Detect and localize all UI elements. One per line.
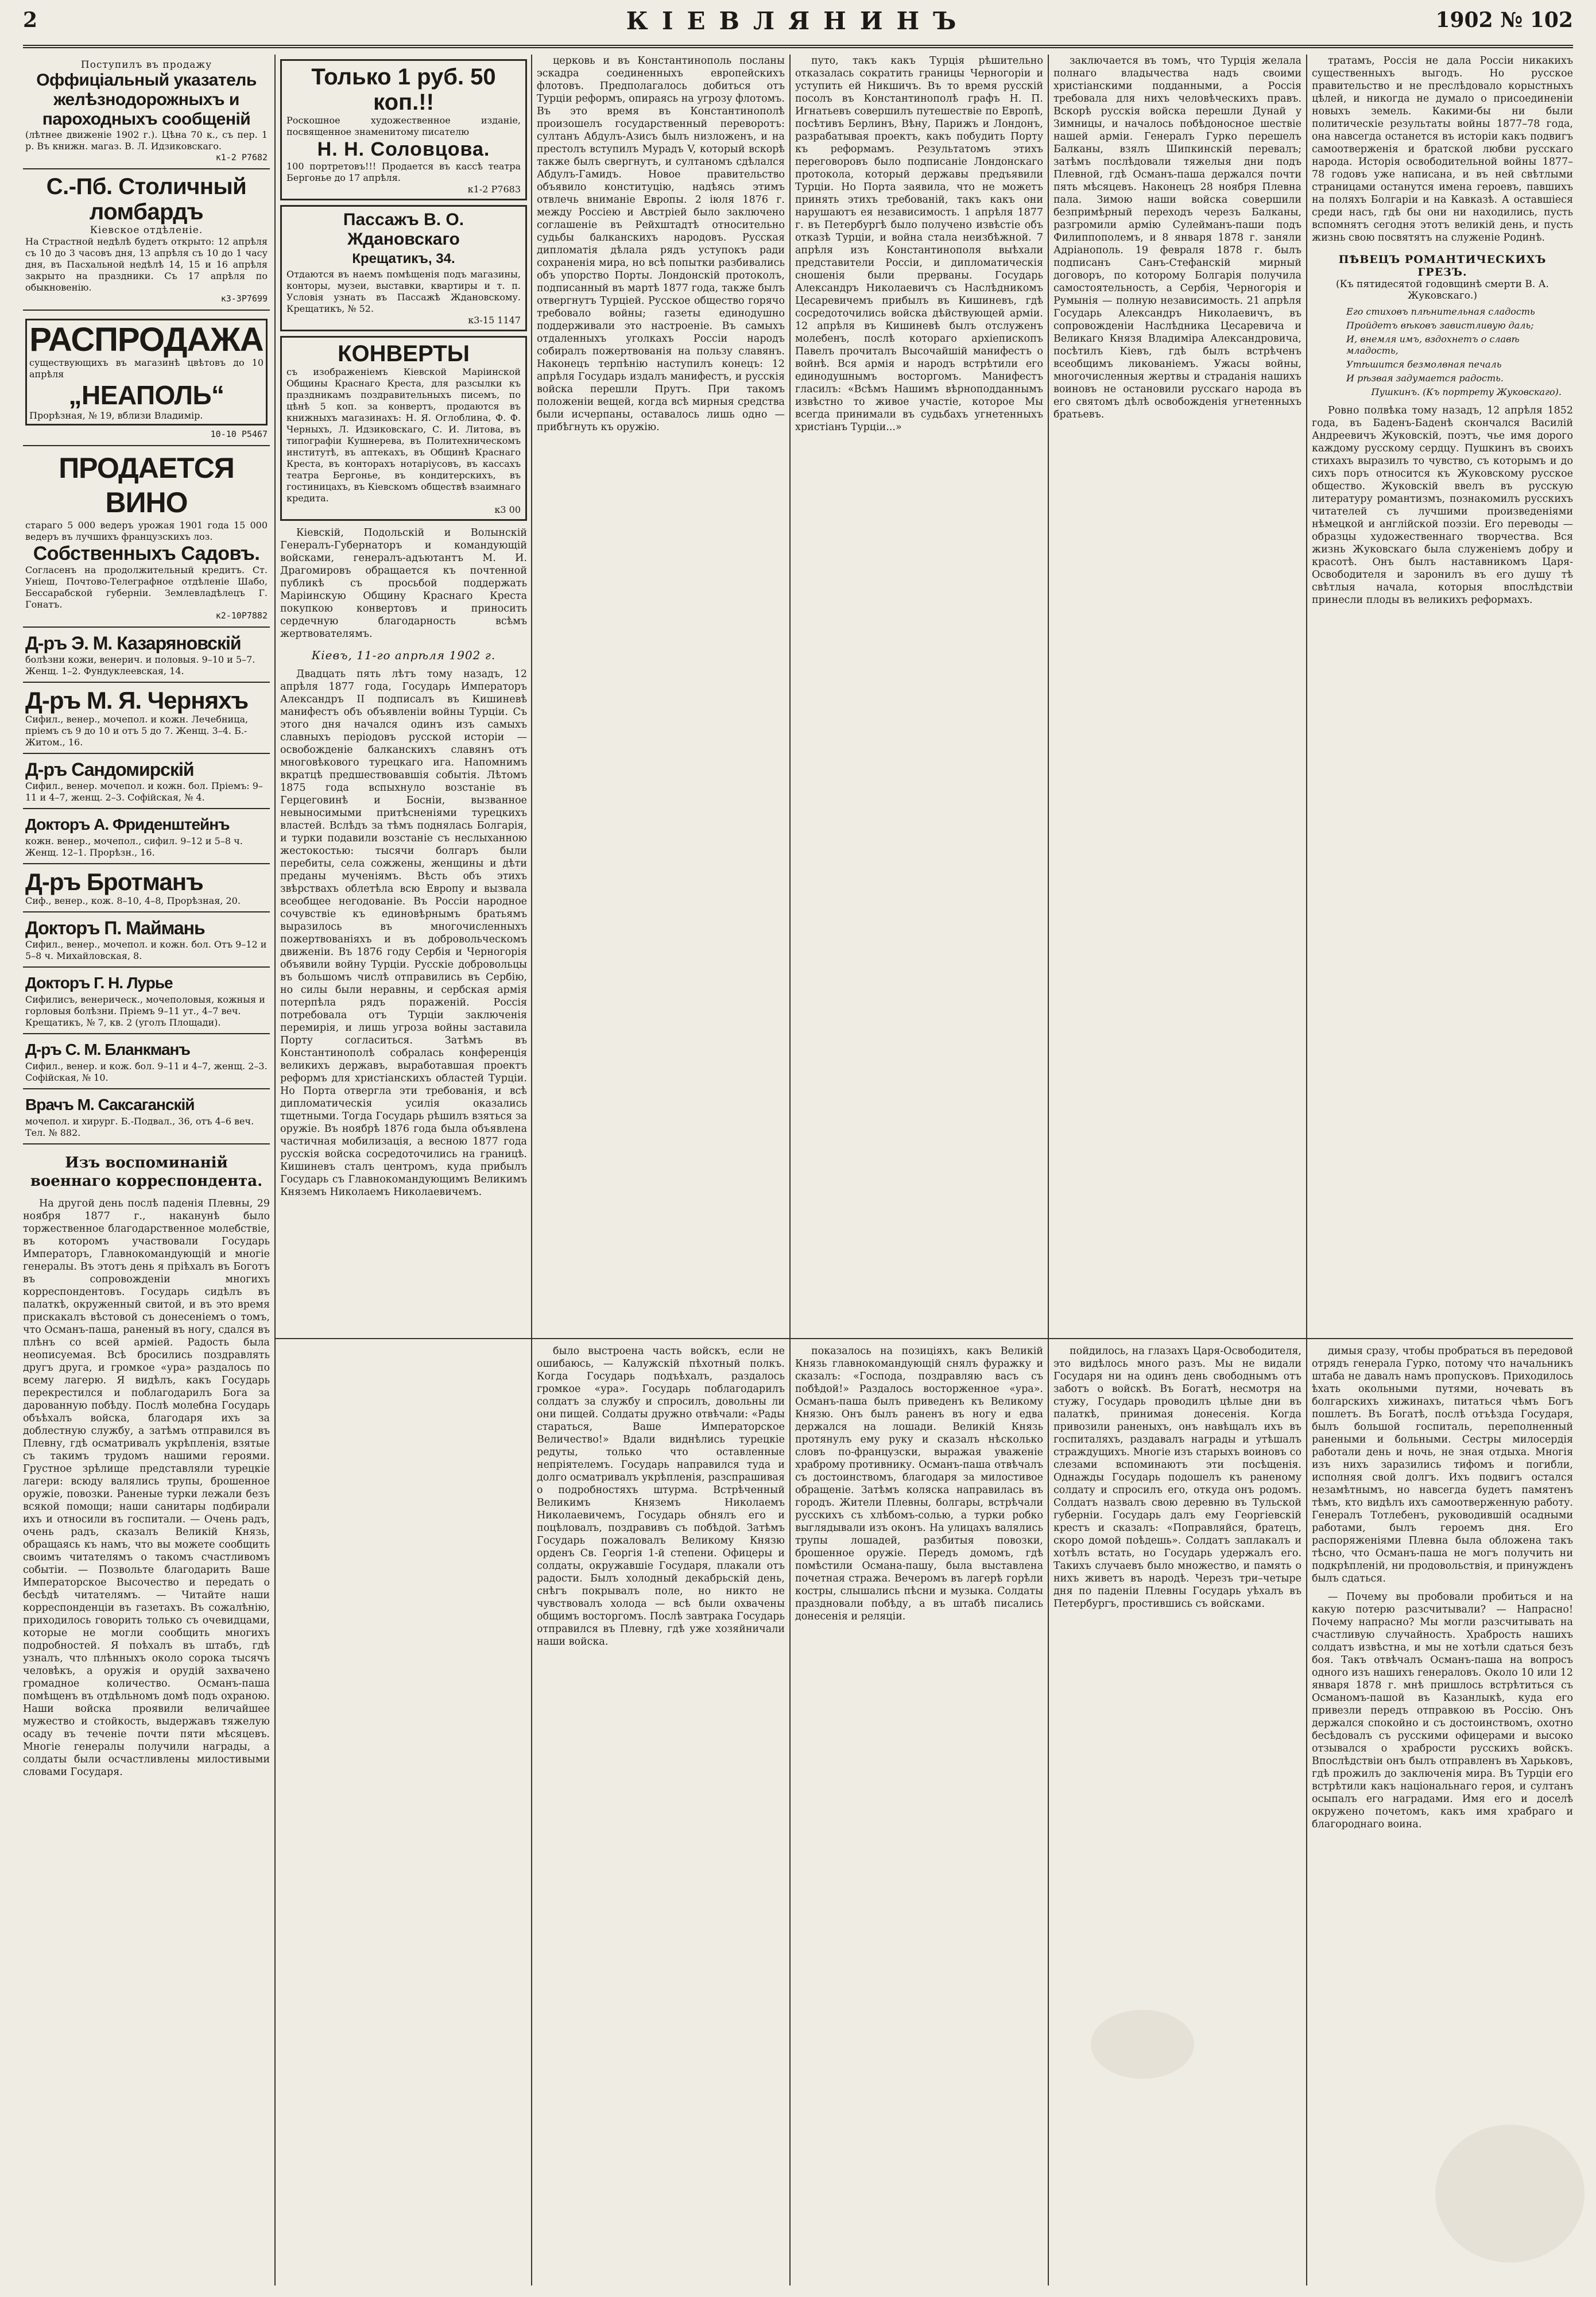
- poem-line: Его стиховъ плѣнительная сладость: [1346, 306, 1535, 317]
- doctor-ad: Врачъ М. Саксаганскій мочепол. и хирург. Б.-Подвал., 36, отъ 4–6 веч. Тел. № 882.: [23, 1089, 270, 1144]
- ad-wine: ПРОДАЕТСЯ ВИНО стараго 5 000 ведеръ урожая 1901 года 15 000 ведеръ въ лучшихъ французскихъ лоз. Собственныхъ Садовъ. Согласенъ на продолжительный кредитъ. Ст. Уніеш, Почтово-Телеграфное отдѣленіе Шабо, Бессарабской губерніи. Землевладѣлецъ Г. Гонатъ. к2-10Р7882: [23, 446, 270, 628]
- ad-solovtsov-portraits: Только 1 руб. 50 коп.!! Роскошное художественное изданіе, посвященное знаменитому писателю Н. Н. Соловцова. 100 портретовъ!!! Продается въ кассѣ театра Бергонье до 17 апрѣля. к1-2 Р7683: [280, 59, 527, 200]
- poem-line: И, внемля имъ, вздохнетъ о славѣ младость,: [1346, 334, 1520, 356]
- article-text: Двадцать пять лѣтъ тому назадъ, 12 апрѣля 1877 года, Государь Императоръ Александръ II подписалъ въ Кишиневѣ манифестъ объ объявленіи войны Турціи. Съ этого дня начался одинъ изъ самыхъ славныхъ періодовъ русской исторіи — освобожденіе балканскихъ славянъ отъ многовѣкового турецкаго ига. Напомнимъ вкратцѣ предшествовавшія событія. Лѣтомъ 1875 года вспыхнуло возстаніе въ Герцеговинѣ и Босніи, вызванное невыносимыми притѣсненіями турецкихъ властей. Вслѣдъ за тѣмъ поднялась Болгарія, и турки подавили возстаніе съ неслыханною жестокостью: тысячи болгаръ были перебиты, села сожжены, женщины и дѣти преданы мученіямъ. Вѣсть объ этихъ звѣрствахъ облетѣла всю Европу и вызвала всеобщее негодованіе. Въ Россіи народное сочувствіе къ единовѣрнымъ братьямъ выразилось въ многочисленныхъ пожертвованіяхъ и въ добровольческомъ движеніи. Въ 1876 году Сербія и Черногорія объявили войну Турціи. Русскіе добровольцы въ большомъ числѣ отправились въ Сербію, но силы были неравны, и сербская армія потерпѣла рядъ пораженій. Россія потребовала отъ Турціи заключенія перемирія, и лишь угроза войны заставила Порту согласиться. Затѣмъ въ Константинополѣ собралась конференція великихъ державъ, выработавшая проектъ реформъ для христіанскихъ областей Турціи. Но Порта отвергла эти требованія, и всѣ дипломатическія усилія оказались тщетными. Тогда Государь рѣшилъ взяться за оружіе. Въ ноябрѣ 1876 года была объявлена частичная мобилизація, а весною 1877 года русскія войска сосредоточились на границѣ. Кишиневъ сталъ центромъ, куда прибылъ Государь съ Главнокомандующимъ Великимъ Княземъ Николаемъ Николаевичемъ.: [280, 668, 527, 1198]
- memoir-column: [537, 1345, 785, 2287]
- memoir-column: [1312, 1345, 1573, 2287]
- column-rule: [1306, 55, 1307, 2286]
- poem-title: ПѢВЕЦЪ РОМАНТИЧЕСКИХЪ ГРЕЗЪ.: [1338, 253, 1547, 279]
- doctor-ad: Д-ръ С. М. Бланкманъ Сифил., венер. и кож. бол. 9–11 и 4–7, женщ. 2–3. Софійская, № 10.: [23, 1034, 270, 1089]
- doctor-ad: Докторъ А. Фриденштейнъ кожн. венер., мочепол., сифил. 9–12 и 5–8 ч. Женщ. 12–1. Прорѣзн., 16.: [23, 809, 270, 864]
- memoir-text: было выстроена часть войскъ, если не ошибаюсь, — Калужскій пѣхотный полкъ. Когда Государь подъѣхалъ, раздалось громкое «ура». Государь поблагодарилъ солдатъ за службу и спросилъ, довольны ли они пищей. Солдаты дружно отвѣчали: «Рады стараться, Ваше Императорское Величество!» Вдали виднѣлись турецкіе редуты, только что оставленные непріятелемъ. Государь направился туда и долго осматривалъ укрѣпленія, разспрашивая о подробностяхъ штурма. Встрѣченный Великимъ Княземъ Николаемъ Николаевичемъ, Государь обнялъ его и поцѣловалъ, поздравивъ съ побѣдой. Затѣмъ Государь пожаловалъ Великому Князю орденъ Св. Георгія 1-й степени. Офицеры и солдаты, окружавшіе Государя, плакали отъ радости. Былъ холодный декабрьскій день, снѣгъ покрывалъ поле, но никто не чувствовалъ холода — всѣ были охвачены общимъ восторгомъ. Послѣ завтрака Государь отправился въ Плевну, гдѣ уже хозяйничали наши войска.: [537, 1345, 785, 1648]
- memoir-column: [1053, 1345, 1301, 2287]
- page-header: [23, 6, 1573, 36]
- poem-line: Утѣшится безмолвная печаль: [1346, 359, 1502, 370]
- memoir-text: На другой день послѣ паденія Плевны, 29 ноября 1877 г., наканунѣ было торжественное благодарственное молебствіе, въ которомъ участвовали Государь Императоръ, Главнокомандующій и многіе генералы. Въ этотъ день я пріѣхалъ въ Боготъ въ сопровожденіи многихъ корреспондентовъ. Государь сидѣлъ въ палаткѣ, окруженный свитой, и въ это время прискакалъ вѣстовой съ донесеніемъ о томъ, что Османъ-паша, раненый въ ногу, сдался въ плѣнъ со всей арміей. Радость была неописуемая. Всѣ бросились поздравлять другъ друга, и громкое «ура» раздалось по всему лагерю. Я видѣлъ, какъ Государь перекрестился и поблагодарилъ Бога за дарованную побѣду. Послѣ молебна Государь объѣхалъ войска, благодаря ихъ за доблестную службу, а затѣмъ отправился въ Плевну, гдѣ осматривалъ укрѣпленія, взятые съ такимъ трудомъ нашими героями. Грустное зрѣлище представляли турецкіе лагери: всюду валялись трупы, брошенное оружіе, повозки. Раненые турки лежали безъ всякой помощи; наши санитары подбирали ихъ и относили въ госпитали. — Очень радъ, очень радъ, сказалъ Великій Князь, обращаясь къ намъ, что вы можете сообщить своимъ читателямъ о такомъ счастливомъ событіи. — Позвольте благодарить Ваше Императорское Высочество и передать о бесѣдѣ читателямъ. — Читайте наши корреспонденціи въ газетахъ. Въ сожалѣнію, приходилось говорить только съ очевидцами, которые не могли сообщить многихъ подробностей. Я поѣхалъ въ штабъ, гдѣ узналъ, что плѣнныхъ около сорока тысячъ человѣкъ, а оружія и орудій захвачено громадное количество. Османъ-паша помѣщенъ въ отдѣльномъ домѣ подъ охраною. Наши войска проявили величайшее мужество и стойкость, выдержавъ тяжелую осаду въ теченіе почти пяти мѣсяцевъ. Многіе генералы получили награды, а солдаты были осчастливлены милостивыми словами Государя.: [23, 1198, 270, 1778]
- column-3: [537, 55, 785, 1332]
- column-rule: [1048, 55, 1049, 2286]
- poem-line: Пройдетъ вѣковъ завистливую даль;: [1346, 320, 1534, 331]
- ad-pawnshop: С.-Пб. Столичный ломбардъ Кіевское отдѣленіе. На Страстной недѣлѣ будетъ открыто: 12 апрѣля съ 10 до 3 часовъ дня, 13 апрѣля съ 10 до 1 часу дня, въ Пасхальной недѣлѣ 14, 15 и 16 апрѣля закрыто на праздники. Съ 17 апрѣля по обыкновенію. к3-3Р7699: [23, 169, 270, 311]
- memoir-column: [795, 1345, 1043, 2287]
- memoir-text: пойдилось, на глазахъ Царя-Освободителя, это видѣлось много разъ. Мы не видали Государя ни на одинъ день свободнымъ отъ заботъ о войскѣ. Въ Богатѣ, несмотря на стужу, Государь проводилъ цѣлые дни въ палаткѣ, принимая донесенія. Когда привозили раненыхъ, онъ навѣщалъ ихъ въ госпиталяхъ, раздавалъ награды и утѣшалъ страждущихъ. Многіе изъ старыхъ воиновъ со слезами вспоминаютъ эти посѣщенія. Однажды Государь подошелъ къ раненому солдату и спросилъ его, откуда онъ родомъ. Солдатъ назвалъ свою деревню въ Тульской губерніи. Государь далъ ему Георгіевскій крестъ и сказалъ: «Поправляйся, братецъ, скоро домой поѣдешь». Солдатъ заплакалъ и хотѣлъ встать, но Государь удержалъ его. Такихъ случаевъ было множество, и память о нихъ живетъ въ народѣ. Черезъ три–четыре дня по паденіи Плевны Государь уѣхалъ въ Петербургъ, простившись съ войсками.: [1053, 1345, 1301, 1610]
- article-text: церковь и въ Константинополь посланы эскадра соединенныхъ европейскихъ флотовъ. Предполагалось добиться отъ Турціи реформъ, опираясь на угрозу флотомъ. Въ это время въ Константинополѣ произошелъ государственный переворотъ: султанъ Абдулъ-Азисъ былъ низложенъ, и на престолъ вступилъ Мурадъ V, который вскорѣ также былъ свергнутъ, и султаномъ сдѣлался Абдулъ-Гамидъ. Новое правительство объявило конституцію, надѣясь этимъ отвлечь вниманіе Европы. 2 іюля 1876 г. между Россіею и Австріей было заключено соглашеніе въ Рейхштадтѣ относительно судьбы балканскихъ народовъ. Русская дипломатія дѣлала рядъ уступокъ ради сохраненія мира, но всѣ попытки разбивались объ упорство Порты. Лондонскій протоколъ, подписанный въ мартѣ 1877 года, также былъ отвергнутъ Турціей. Русское общество горячо требовало войны; газеты единодушно поддерживали это настроеніе. Въ самыхъ отдаленныхъ уголкахъ Россіи народъ собиралъ пожертвованія на пользу славянъ. Наконецъ терпѣнію наступилъ конецъ: 12 апрѣля Государь издалъ манифестъ, и русскія войска перешли Прутъ. При такомъ положеніи вещей, когда всѣ мирныя средства были исчерпаны, оставалось лишь одно — прибѣгнуть къ оружію.: [537, 55, 785, 433]
- memoir-text: показалось на позиціяхъ, какъ Великій Князь главнокомандующій снялъ фуражку и сказалъ: «Господа, поздравляю васъ съ побѣдой!» Раздалось восторженное «ура». Османъ-паша былъ приведенъ къ Великому Князю. Онъ былъ раненъ въ ногу и едва держался на лошади. Великій Князь протянулъ ему руку и сказалъ нѣсколько словъ по-французски, выражая уваженіе храброму противнику. Османъ-паша отвѣчалъ съ достоинствомъ, благодаря за милостивое обращеніе. Затѣмъ коляска направилась въ городъ. Жители Плевны, болгары, встрѣчали русскихъ съ хлѣбомъ-солью, а турки робко выглядывали изъ оконъ. На улицахъ валялись трупы лошадей, разбитыя повозки, брошенное оружіе. Передъ домомъ, гдѣ помѣстили Османа-пашу, была выставлена почетная стража. Вечеромъ въ лагерѣ горѣли костры, слышались пѣсни и музыка. Солдаты праздновали побѣду, а въ штабѣ писались донесенія и реляціи.: [795, 1345, 1043, 1622]
- doctor-ad: Д-ръ М. Я. Черняхъ Сифил., венер., мочепол. и кожн. Лечебница, пріемъ съ 9 до 10 и отъ 5 до 7. Женщ. 3–4. Б.-Житом., 16.: [23, 683, 270, 754]
- page-number: 2: [23, 8, 38, 32]
- column-4: [795, 55, 1043, 1332]
- column-rule: [789, 55, 791, 2286]
- poem-signature: Пушкинъ. (Къ портрету Жуковскаго).: [1371, 386, 1562, 397]
- ad-passage: Пассажъ В. О. Ждановскаго Крещатикъ, 34. Отдаются въ наемъ помѣщенія подъ магазины, конторы, музеи, выставки, квартиры и т. п. Условія узнать въ Пассажѣ Ждановскому. Крещатикъ, № 52. к3-15 1147: [280, 205, 527, 331]
- memoir-text: димыя сразу, чтобы пробраться въ передовой отрядъ генерала Гурко, потому что начальникъ штаба не давалъ намъ пропусковъ. Приходилось ѣхать окольными путями, ночевать въ болгарскихъ хижинахъ, питаться чѣмъ Богъ пошлетъ. Въ Богатѣ, послѣ отъѣзда Государя, былъ большой госпиталь, переполненный ранеными и больными. Сестры милосердія работали день и ночь, не зная отдыха. Многія изъ нихъ заразились тифомъ и погибли, исполняя свой долгъ. Ихъ подвигъ остался незамѣтнымъ, но навсегда будетъ памятенъ тѣмъ, кто видѣлъ ихъ самоотверженную работу. Генералъ Тотлебенъ, руководившій осадными работами, былъ героемъ дня. Его распоряженіями Плевна была обложена такъ тѣсно, что Османъ-паша не могъ получить ни подкрѣпленій, ни продовольствія, и принужденъ былъ сдаться.: [1312, 1345, 1573, 1584]
- doctor-ad: Д-ръ Бротманъ Сиф., венер., кож. 8–10, 4–8, Прорѣзная, 20.: [23, 864, 270, 912]
- column-1: [23, 55, 270, 2286]
- column-5: [1053, 55, 1301, 1332]
- column-6: [1312, 55, 1573, 1332]
- column-rule: [274, 55, 276, 2286]
- memoir-title: Изъ воспоминаній военнаго корреспондента.: [30, 1154, 263, 1190]
- column-2: [280, 55, 527, 2286]
- article-text: тратамъ, Россія не дала Россіи никакихъ существенныхъ выгодъ. Но русское правительство и не преслѣдовало корыстныхъ цѣлей, и никогда не думало о присоединеніи новыхъ земель. Какими-бы ни были политическіе результаты войны 1877–78 года, она навсегда останется въ исторіи какъ подвигъ самоотверженія и братской любви русскаго народа. Исторія освободительной войны 1877–78 годовъ уже написана, и въ ней свѣтлыми страницами останутся имена героевъ, павшихъ на поляхъ Болгаріи и на Кавказѣ. А оставшіеся среди насъ, гдѣ бы они ни находились, пусть вспомнятъ сегодня этотъ великій день, и пусть жизнь свою посвятятъ на служеніе Родинѣ.: [1312, 55, 1573, 243]
- ad-envelopes: КОНВЕРТЫ съ изображеніемъ Кіевской Маріинской Общины Краснаго Креста, для разсылки къ праздникамъ поздравительныхъ писемъ, по цѣнѣ 5 коп. за конвертъ, продаются въ книжныхъ магазинахъ: Н. Я. Оглоблина, Ф. Ф. Черныхъ, Л. Идзиковскаго, С. И. Литова, въ типографіи Кушнерева, въ Политехническомъ институтѣ, въ аптекахъ, въ Общинѣ Краснаго Креста, въ конторахъ нотаріусовъ, въ кассахъ театра Бергонье, въ кондитерскихъ, въ гостиницахъ, въ Кіевскомъ обществѣ взаимнаго кредита. к3 00: [280, 336, 527, 521]
- doctor-ad: Д-ръ Э. М. Казаряновскій болѣзни кожи, венерич. и половыя. 9–10 и 5–7. Женщ. 1–2. Фундуклеевская, 14.: [23, 628, 270, 683]
- poem-subtitle: (Къ пятидесятой годовщинѣ смерти В. А. Жуковскаго.): [1336, 279, 1549, 301]
- article-text: Ровно полвѣка тому назадъ, 12 апрѣля 1852 года, въ Баденъ-Баденѣ скончался Василій Андреевичъ Жуковскій, поэтъ, чье имя дорого каждому русскому сердцу. Пушкинъ въ своихъ стихахъ выразилъ то чувство, съ которымъ и до сихъ поръ относится къ Жуковскому русское общество. Жуковскій ввелъ въ русскую литературу романтизмъ, познакомилъ русскихъ читателей съ лучшими произведеніями нѣмецкой и англійской поэзіи. Его переводы — образцы художественнаго творчества. Вся жизнь Жуковскаго была служеніемъ добру и красотѣ. Онъ былъ наставникомъ Царя-Освободителя и заронилъ въ его душу тѣ свѣтлыя начала, которыя впослѣдствіи принесли плоды въ великихъ реформахъ.: [1312, 405, 1573, 606]
- header-rule: [23, 45, 1573, 48]
- doctor-ad: Докторъ П. Маймань Сифил., венер., мочепол. и кожн. бол. Отъ 9–12 и 5–8 ч. Михайловская, 8.: [23, 912, 270, 968]
- ad-railway-guide: Поступилъ въ продажу Оффиціальный указатель желѣзнодорожныхъ и пароходныхъ сообщеній (лѣтнее движеніе 1902 г.). Цѣна 70 к., съ пер. 1 р. Въ книжн. магаз. В. Л. Идзиковскаго. к1-2 Р7682: [23, 55, 270, 169]
- ad-sale-neapol: РАСПРОДАЖА существующихъ въ магазинѣ цвѣтовъ до 10 апрѣля „НЕАПОЛЬ“ Прорѣзная, № 19, вблизи Владимір. 10-10 Р5467: [23, 311, 270, 446]
- dateline: Кіевъ, 11-го апрѣля 1902 г.: [311, 648, 496, 662]
- memoir-text: — Почему вы пробовали пробиться и на какую потерю разсчитывали? — Напрасно! Почему напрасно? Мы могли разсчитывать на счастливую случайность. Храбрость нашихъ солдатъ извѣстна, и мы не хотѣли сдаться безъ боя. Такъ отвѣчалъ Османъ-паша на вопросъ одного изъ нашихъ генераловъ. Около 10 или 12 января 1878 г. мнѣ пришлось встрѣтиться съ Османомъ-пашой въ Казанлыкѣ, куда его привезли передъ отправкою въ Россію. Онъ держался спокойно и съ достоинствомъ, охотно бесѣдовалъ съ русскими офицерами и высоко отзывался о храбрости русскихъ войскъ. Впослѣдствіи онъ былъ отправленъ въ Харьковъ, гдѣ прожилъ до заключенія мира. Въ Турціи его встрѣтили какъ національнаго героя, и султанъ осыпалъ его наградами. Имя его и доселѣ окружено почетомъ, какъ имя храбраго и благороднаго воина.: [1312, 1591, 1573, 1830]
- article-text: путо, такъ какъ Турція рѣшительно отказалась сократить границы Черногоріи и уступить ей Никшичъ. Въ то время русскій посолъ въ Константинополѣ графъ Н. П. Игнатьевъ совершилъ путешествіе по Европѣ, посѣтивъ Берлинъ, Вѣну, Парижъ и Лондонъ, разрабатывая проектъ, какъ побудить Порту къ реформамъ. Результатомъ этихъ переговоровъ было подписаніе Лондонскаго протокола, который державы предъявили Турціи. Но Порта заявила, что не можетъ принять этихъ требованій, такъ какъ они нарушаютъ ея независимость. 1 апрѣля 1877 г. въ Петербургѣ было получено извѣстіе объ отказѣ Турціи, и война стала неизбѣжной. 7 апрѣля изъ Константинополя выѣхали представители Россіи, и дипломатическія сношенія были прерваны. Государь Александръ Николаевичъ съ Наслѣдникомъ Цесаревичемъ прибылъ въ Кишиневъ, гдѣ сосредоточились войска дѣйствующей арміи. 12 апрѣля въ Кишиневѣ былъ отслуженъ молебенъ, послѣ котораго архіепископъ Павелъ прочиталъ Высочайшій манифестъ о войнѣ. Вся армія и народъ встрѣтили его единодушнымъ восторгомъ. Манифестъ гласилъ: «Всѣмъ Нашимъ вѣрноподданнымъ извѣстно то живое участіе, которое Мы всегда принимали въ судьбахъ угнетенныхъ христіанъ Турціи...»: [795, 55, 1043, 433]
- article-text: заключается въ томъ, что Турція желала полнаго владычества надъ своими христіанскими подданными, а Россія требовала для нихъ человѣческихъ правъ. Вскорѣ русскія войска перешли Дунай у Зимницы, и началось побѣдоносное шествіе нашей арміи. Генералъ Гурко перешелъ Балканы, взялъ Шипкинскій перевалъ; затѣмъ послѣдовали тяжелыя дни подъ Плевной, гдѣ Османъ-паша держался почти пять мѣсяцевъ. Наконецъ 28 ноября Плевна пала. Зимою наши войска совершили безпримѣрный переходъ черезъ Балканы, разгромили армію Сулейманъ-паши подъ Филиппополемъ, и 8 января 1878 г. заняли Адріанополь. 19 февраля 1878 г. былъ подписанъ Санъ-Стефанскій мирный договоръ, по которому Болгарія получила самостоятельность, а Сербія, Черногорія и Румынія — полную независимость. 21 апрѣля Государь Александръ Николаевичъ, въ сопровожденіи Наслѣдника Цесаревича и Великаго Князя Владиміра Александровича, посѣтилъ Кіевъ, гдѣ былъ встрѣченъ всеобщимъ ликованіемъ. Ужасы войны, многочисленныя жертвы и страданія нашихъ воиновъ не остановили русскаго народа въ его святомъ дѣлѣ освобожденія угнетенныхъ братьевъ.: [1053, 55, 1301, 420]
- poem-line: И рѣзвая задумается радость.: [1346, 373, 1504, 384]
- governor-notice: Кіевскій, Подольскій и Волынскій Генералъ-Губернаторъ и командующій войсками, генералъ-адъютантъ М. И. Драгомировъ обращается къ почтенной публикѣ съ просьбой поддержать Маріинскую Общину Краснаго Креста покупкою конвертовъ и приносить сердечную благодарность всѣмъ жертвователямъ.: [280, 527, 527, 640]
- column-rule: [531, 55, 532, 2286]
- issue-number: 1902 № 102: [1435, 8, 1573, 32]
- doctor-ad: Докторъ Г. Н. Лурье Сифилисъ, венерическ., мочеполовыя, кожныя и горловыя болѣзни. Пріемъ 9–11 ут., 4–7 веч. Крещатикъ, № 7, кв. 2 (уголъ Площади).: [23, 968, 270, 1034]
- masthead: КІЕВЛЯНИНЪ: [626, 7, 970, 35]
- doctor-ad: Д-ръ Сандомирскій Сифил., венер. мочепол. и кожн. бол. Пріемъ: 9–11 и 4–7, женщ. 2–3. Софійская, № 4.: [23, 754, 270, 809]
